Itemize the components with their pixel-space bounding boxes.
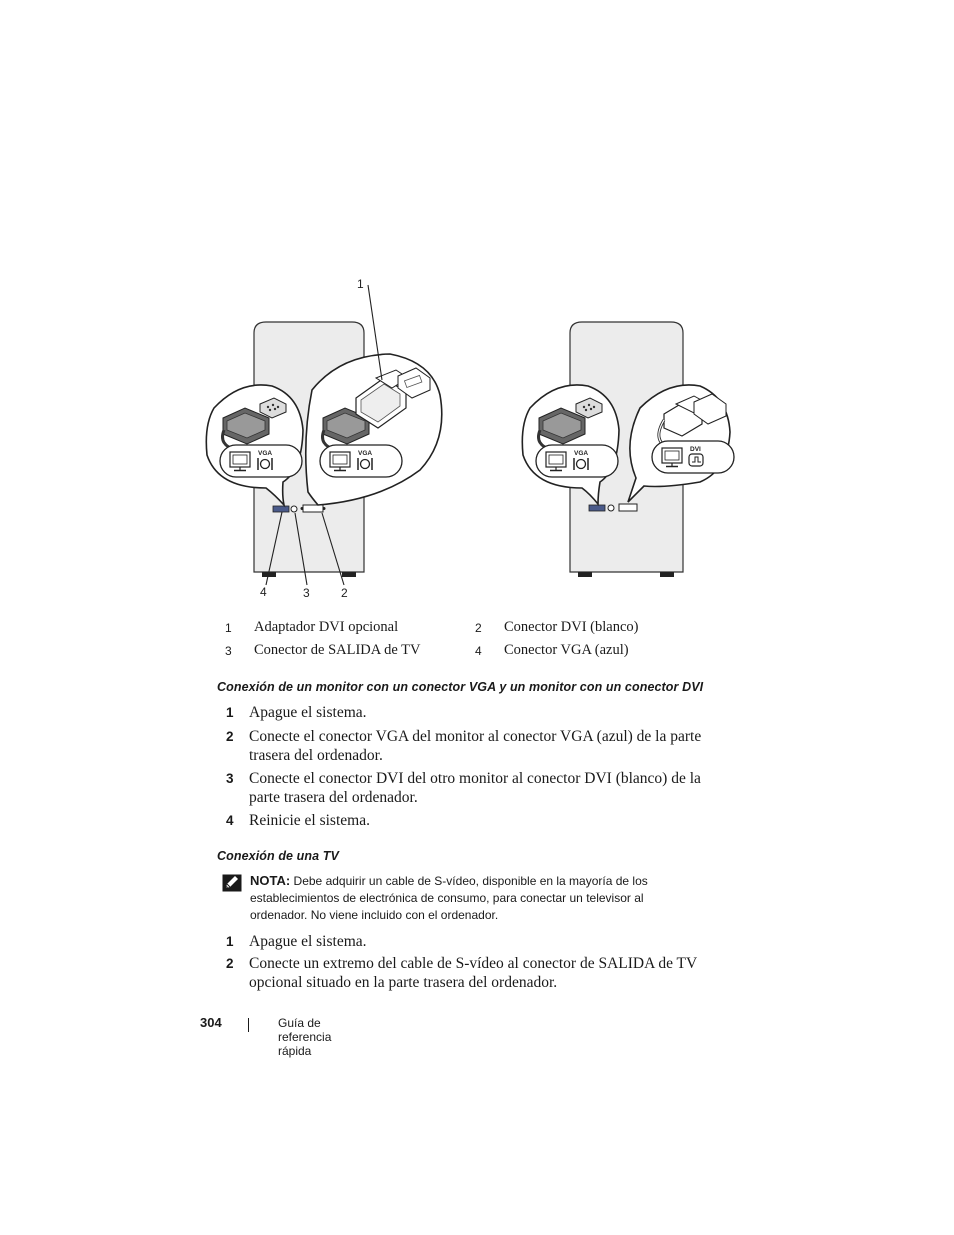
callout-number-3: 3 xyxy=(303,586,310,600)
section-heading-tv: Conexión de una TV xyxy=(217,849,339,863)
step-number: 3 xyxy=(226,771,234,786)
step-text: Apague el sistema. xyxy=(249,933,367,950)
legend-number: 2 xyxy=(475,621,482,635)
legend-row xyxy=(225,642,695,662)
step-text: Conecte un extremo del cable de S-vídeo al conector de SALIDA de TV opcional situado en la parte trasera del ordenador. xyxy=(249,955,697,991)
callout-number-1: 1 xyxy=(357,277,364,291)
legend-label: Conector de SALIDA de TV xyxy=(254,642,421,658)
dvi-badge xyxy=(652,441,734,473)
step-number: 2 xyxy=(226,956,234,971)
left-dvi-adapter-callout-bubble xyxy=(306,354,442,505)
note-pencil-icon xyxy=(222,874,242,892)
note-text: Debe adquirir un cable de S-vídeo, disponible en la mayoría de los establecimientos de electrónica de consumo, para conectar un televisor al ordenador. No viene incluido con el ordenador. xyxy=(250,874,648,922)
footer-title: Guía de referencia rápida xyxy=(278,1016,332,1058)
connection-illustration xyxy=(0,0,954,610)
note-label: NOTA: xyxy=(250,873,291,888)
dvi-badge-label: DVI xyxy=(690,446,701,453)
callout-number-2: 2 xyxy=(341,586,348,600)
vga-badge xyxy=(220,445,302,477)
vga-badge-label: VGA xyxy=(574,450,589,457)
step-number: 4 xyxy=(226,813,234,828)
step-text: Apague el sistema. xyxy=(249,704,367,721)
legend-label: Adaptador DVI opcional xyxy=(254,619,399,635)
step-number: 2 xyxy=(226,729,234,744)
legend-label: Conector VGA (azul) xyxy=(504,642,629,658)
step-number: 1 xyxy=(226,705,234,720)
legend-number: 1 xyxy=(225,621,232,635)
legend-label: Conector DVI (blanco) xyxy=(504,619,639,635)
step-number: 1 xyxy=(226,934,234,949)
vga-badge-label: VGA xyxy=(358,450,373,457)
vga-badge-label: VGA xyxy=(258,450,273,457)
section-heading-vga-dvi: Conexión de un monitor con un conector VGA y un monitor con un conector DVI xyxy=(217,680,704,694)
legend-row xyxy=(225,619,695,639)
step-text: Reinicie el sistema. xyxy=(249,812,370,829)
legend-number: 3 xyxy=(225,644,232,658)
callout-number-4: 4 xyxy=(260,585,267,599)
step-text: Conecte el conector VGA del monitor al conector VGA (azul) de la parte trasera del ordenador. xyxy=(249,728,702,764)
page-number: 304 xyxy=(200,1015,222,1030)
legend-number: 4 xyxy=(475,644,482,658)
footer-divider xyxy=(248,1018,249,1032)
step-text: Conecte el conector DVI del otro monitor al conector DVI (blanco) de la parte trasera del ordenador. xyxy=(249,770,701,806)
